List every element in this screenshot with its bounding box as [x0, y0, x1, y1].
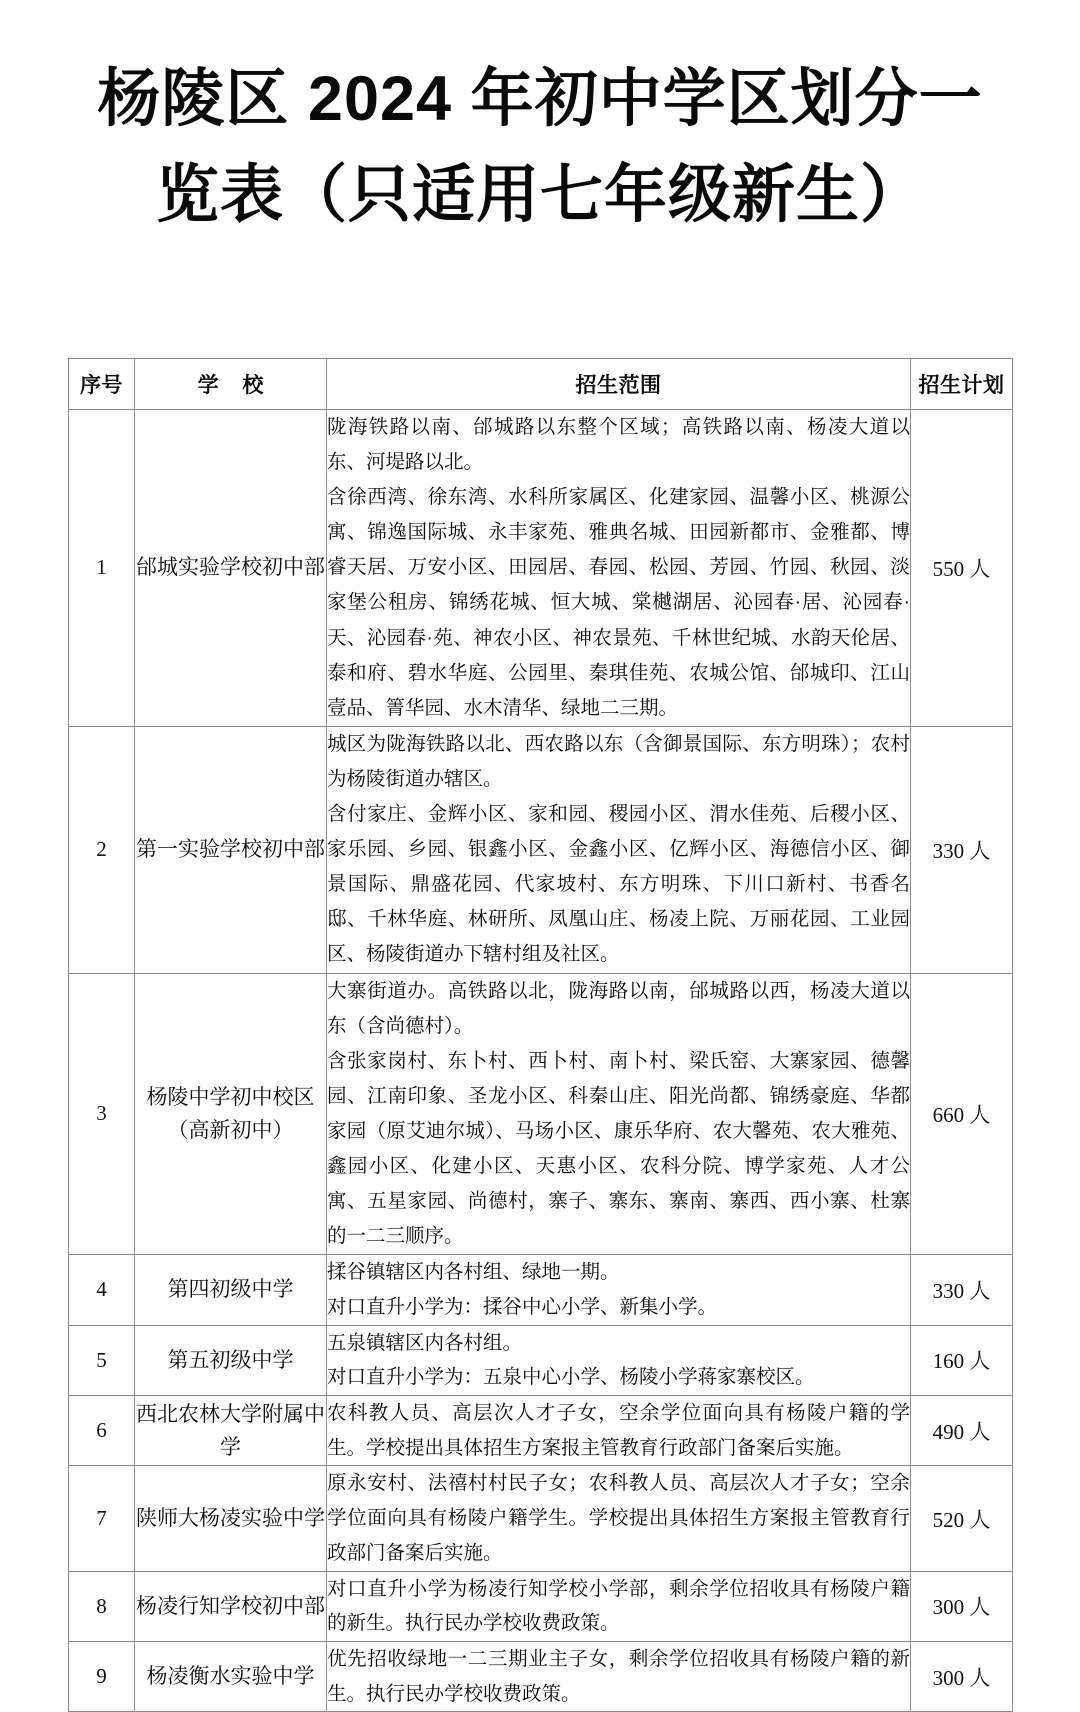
row-index: 3 [69, 973, 135, 1255]
range-paragraph: 优先招收绿地一二三期业主子女，剩余学位招收具有杨陵户籍的新生。执行民办学校收费政策。 [327, 1647, 910, 1705]
table-row [69, 1571, 1013, 1641]
row-index: 2 [69, 726, 135, 973]
row-school-name: 杨凌衡水实验中学 [135, 1641, 327, 1711]
row-enrollment-range [327, 1641, 911, 1711]
row-index: 7 [69, 1466, 135, 1571]
school-name-line: （高新初中） [167, 1118, 294, 1142]
column-header-index: 序号 [69, 359, 135, 410]
range-paragraph: 含徐西湾、徐东湾、水科所家属区、化建家园、温馨小区、桃源公寓、锦逸国际城、永丰家苑、雅典名城、田园新都市、金雅都、博睿天居、万安小区、田园居、春园、松园、芳园、竹园、秋园、淡家堡公租房、锦绣花城、恒大城、棠樾湖居、沁园春·居、沁园春·天、沁园春·苑、神农小区、神农景苑、千林世纪城、水韵天伦居、泰和府、碧水华庭、公园里、秦琪佳苑、农城公馆、邰城印、江山壹品、箐华园、水木清华、绿地二三期。 [327, 486, 910, 719]
row-enrollment-plan: 330 人 [911, 1255, 1013, 1325]
row-enrollment-plan: 300 人 [911, 1571, 1013, 1641]
row-school-name: 杨凌行知学校初中部 [135, 1571, 327, 1641]
table-row [69, 1641, 1013, 1711]
row-index: 6 [69, 1396, 135, 1466]
row-enrollment-plan: 330 人 [911, 726, 1013, 973]
row-school-name [135, 973, 327, 1255]
range-paragraph: 对口直升小学为：五泉中心小学、杨陵小学蒋家寨校区。 [327, 1366, 815, 1389]
table-row [69, 1325, 1013, 1395]
row-index: 8 [69, 1571, 135, 1641]
row-school-name: 陕师大杨凌实验中学 [135, 1466, 327, 1571]
table-row [69, 726, 1013, 973]
row-enrollment-range [327, 726, 911, 973]
range-paragraph: 大寨街道办。高铁路以北，陇海路以南，邰城路以西，杨凌大道以东（含尚德村）。 [327, 979, 910, 1037]
table-header [69, 359, 1013, 410]
range-paragraph: 对口直升小学为杨凌行知学校小学部，剩余学位招收具有杨陵户籍的新生。执行民办学校收费政策。 [327, 1577, 910, 1635]
table-row [69, 410, 1013, 727]
table-row [69, 1255, 1013, 1325]
row-school-name: 邰城实验学校初中部 [135, 410, 327, 727]
row-index: 4 [69, 1255, 135, 1325]
row-school-name: 第五初级中学 [135, 1325, 327, 1395]
row-enrollment-range [327, 1255, 911, 1325]
range-paragraph: 含付家庄、金辉小区、家和园、稷园小区、渭水佳苑、后稷小区、家乐园、乡园、银鑫小区、金鑫小区、亿辉小区、海德信小区、御景国际、鼎盛花园、代家坡村、东方明珠、下川口新村、书香名邸、千林华庭、林研所、凤凰山庄、杨凌上院、万丽花园、工业园区、杨陵街道办下辖村组及社区。 [327, 803, 910, 966]
row-enrollment-plan: 520 人 [911, 1466, 1013, 1571]
school-name-line: 杨陵中学初中校区 [146, 1085, 315, 1109]
row-school-name: 第一实验学校初中部 [135, 726, 327, 973]
table-row [69, 973, 1013, 1255]
table-row [69, 1396, 1013, 1466]
table-body [69, 410, 1013, 1712]
page-title: 杨陵区 2024 年初中学区划分一览表（只适用七年级新生） [97, 64, 983, 230]
column-header-school: 学 校 [135, 359, 327, 410]
row-enrollment-plan: 160 人 [911, 1325, 1013, 1395]
row-index: 1 [69, 410, 135, 727]
range-paragraph: 城区为陇海铁路以北、西农路以东（含御景国际、东方明珠）；农村为杨陵街道办辖区。 [327, 732, 910, 790]
range-paragraph: 陇海铁路以南、邰城路以东整个区域；高铁路以南、杨凌大道以东、河堤路以北。 [327, 416, 910, 474]
range-paragraph: 含张家岗村、东卜村、西卜村、南卜村、梁氏窑、大寨家园、德馨园、江南印象、圣龙小区、科秦山庄、阳光尚都、锦绣豪庭、华都家园（原艾迪尔城）、马场小区、康乐华府、农大馨苑、农大雅苑、鑫园小区、化建小区、天惠小区、农科分院、博学家苑、人才公寓、五星家园、尚德村，寨子、寨东、寨南、寨西、西小寨、杜寨的一二三顺序。 [327, 1049, 910, 1248]
row-enrollment-range [327, 410, 911, 727]
row-enrollment-plan: 660 人 [911, 973, 1013, 1255]
table-row [69, 1466, 1013, 1571]
range-paragraph: 对口直升小学为：揉谷中心小学、新集小学。 [327, 1295, 718, 1318]
row-enrollment-range [327, 973, 911, 1255]
school-district-table-wrapper [68, 358, 1012, 1712]
table-header-row [69, 359, 1013, 410]
school-district-table [68, 358, 1013, 1712]
column-header-enrollment-plan: 招生计划 [911, 359, 1013, 410]
row-enrollment-range [327, 1571, 911, 1641]
row-enrollment-plan: 550 人 [911, 410, 1013, 727]
range-paragraph: 揉谷镇辖区内各村组、绿地一期。 [327, 1261, 620, 1284]
row-index: 5 [69, 1325, 135, 1395]
range-paragraph: 农科教人员、高层次人才子女，空余学位面向具有杨陵户籍的学生。学校提出具体招生方案报主管教育行政部门备案后实施。 [327, 1402, 910, 1459]
row-school-name: 西北农林大学附属中学 [135, 1396, 327, 1466]
row-enrollment-range [327, 1325, 911, 1395]
row-enrollment-range [327, 1466, 911, 1571]
row-enrollment-plan: 490 人 [911, 1396, 1013, 1466]
range-paragraph: 原永安村、法禧村村民子女；农科教人员、高层次人才子女；空余学位面向具有杨陵户籍学生。学校提出具体招生方案报主管教育行政部门备案后实施。 [327, 1472, 910, 1564]
column-header-enrollment-range: 招生范围 [327, 359, 911, 410]
row-enrollment-range [327, 1396, 911, 1466]
row-school-name: 第四初级中学 [135, 1255, 327, 1325]
row-index: 9 [69, 1641, 135, 1711]
range-paragraph: 五泉镇辖区内各村组。 [327, 1331, 523, 1354]
row-enrollment-plan: 300 人 [911, 1641, 1013, 1711]
